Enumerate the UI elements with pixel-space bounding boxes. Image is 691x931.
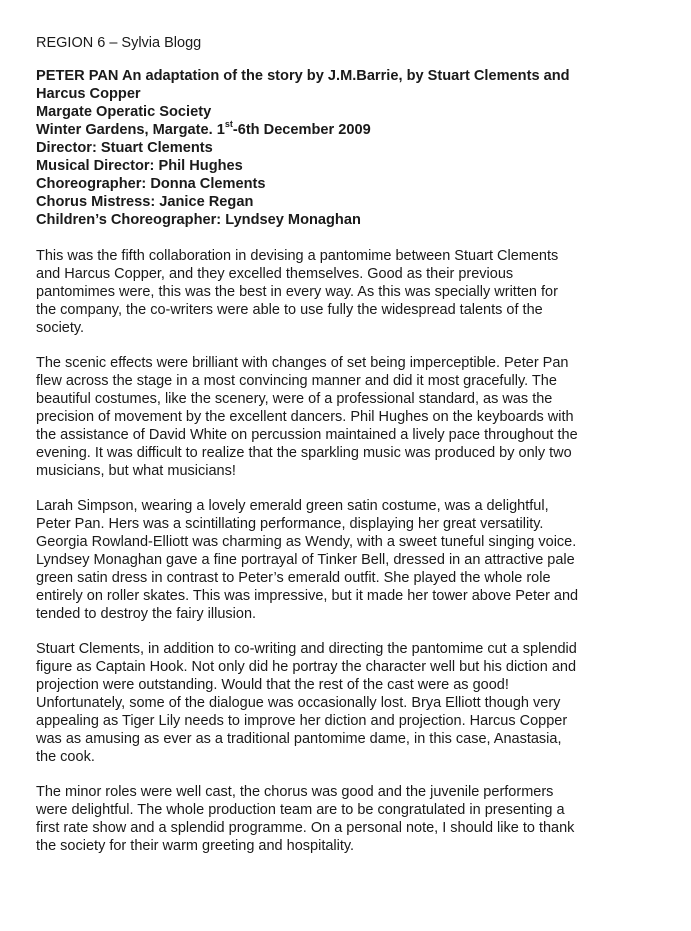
paragraph-line: the cook. [36,749,95,765]
paragraph-line: appealing as Tiger Lily needs to improve her diction and projection. Harcus Copper [36,713,568,729]
paragraph-line: musicians, but what musicians! [36,463,236,479]
venue-prefix: Winter Gardens, Margate. 1 [36,122,225,138]
paragraph-line: the assistance of David White on percussion maintained a lively pace throughout the [36,427,578,443]
region-header: REGION 6 – Sylvia Blogg [36,35,202,51]
paragraph-line: green satin dress in contrast to Peter’s emerald outfit. She played the whole role [36,570,551,586]
chorus-mistress-credit: Chorus Mistress: Janice Regan [36,194,254,210]
document-body [36,34,676,872]
paragraph-line: and Harcus Copper, and they excelled themselves. Good as their previous [36,266,514,282]
review-paragraph [36,783,676,855]
review-paragraphs [36,247,676,855]
show-title-line-1: PETER PAN An adaptation of the story by J.M.Barrie, by Stuart Clements and [36,68,570,84]
review-paragraph [36,354,676,480]
paragraph-line: figure as Captain Hook. Not only did he portray the character well but his diction and [36,659,577,675]
venue-suffix: -6th December 2009 [232,122,371,138]
paragraph-line: Georgia Rowland-Elliott was charming as Wendy, with a sweet tuneful singing voice. [36,534,577,550]
review-paragraph [36,247,676,337]
paragraph-line: beautiful costumes, like the scenery, were of a professional standard, as was the [36,391,553,407]
paragraph-line: The scenic effects were brilliant with changes of set being imperceptible. Peter Pan [36,355,569,371]
paragraph-line: flew across the stage in a most convincing manner and did it most gracefully. The [36,373,557,389]
paragraph-line: Stuart Clements, in addition to co-writing and directing the pantomime cut a splendid [36,641,577,657]
paragraph-line: precision of movement by the excellent dancers. Phil Hughes on the keyboards with [36,409,574,425]
paragraph-line: Unfortunately, some of the dialogue was occasionally lost. Brya Elliott though very [36,695,561,711]
musical-director-credit: Musical Director: Phil Hughes [36,158,243,174]
paragraph-line: Peter Pan. Hers was a scintillating performance, displaying her great versatility. [36,516,544,532]
review-paragraph [36,640,676,766]
venue-ordinal-suffix: st [224,119,233,130]
review-paragraph [36,497,676,623]
paragraph-line: projection were outstanding. Would that the rest of the cast were as good! [36,677,509,693]
paragraph-line: were delightful. The whole production team are to be congratulated in presenting a [36,802,565,818]
choreographer-credit: Choreographer: Donna Clements [36,176,266,192]
director-credit: Director: Stuart Clements [36,140,213,156]
venue-dates [36,121,676,139]
paragraph-line: Larah Simpson, wearing a lovely emerald green satin costume, was a delightful, [36,498,549,514]
paragraph-line: the company, the co-writers were able to use fully the widespread talents of the [36,302,543,318]
paragraph-line: society. [36,320,85,336]
paragraph-line: pantomimes were, this was the best in every way. As this was specially written for [36,284,558,300]
paragraph-line: This was the fifth collaboration in devising a pantomime between Stuart Clements [36,248,559,264]
production-credits [36,67,676,229]
society-name: Margate Operatic Society [36,104,212,120]
paragraph-line: Lyndsey Monaghan gave a fine portrayal of Tinker Bell, dressed in an attractive pale [36,552,575,568]
show-title-line-2: Harcus Copper [36,86,141,102]
paragraph-line: The minor roles were well cast, the chorus was good and the juvenile performers [36,784,554,800]
paragraph-line: was as amusing as ever as a traditional pantomime dame, in this case, Anastasia, [36,731,562,747]
paragraph-line: first rate show and a splendid programme. On a personal note, I should like to thank [36,820,575,836]
paragraph-line: tended to destroy the fairy illusion. [36,606,257,622]
paragraph-line: evening. It was difficult to realize that the sparkling music was produced by only two [36,445,572,461]
paragraph-line: the society for their warm greeting and hospitality. [36,838,355,854]
childrens-choreographer-credit: Children’s Choreographer: Lyndsey Monaghan [36,212,361,228]
paragraph-line: entirely on roller skates. This was impressive, but it made her tower above Peter and [36,588,579,604]
